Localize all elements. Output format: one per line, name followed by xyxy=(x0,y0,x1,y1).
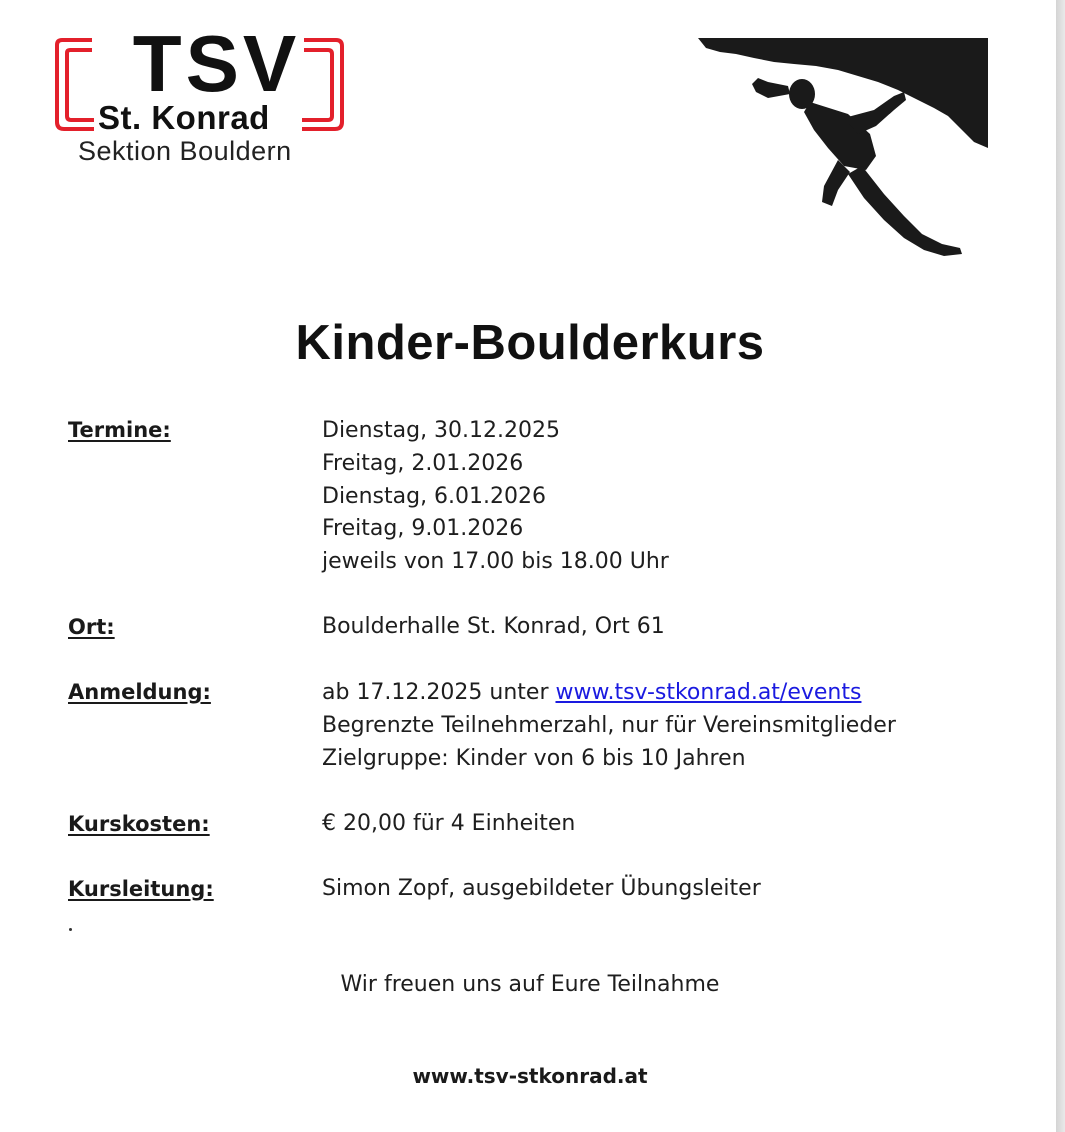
label-kurskosten: Kurskosten: xyxy=(68,812,210,836)
closing-text: Wir freuen uns auf Eure Teilnahme xyxy=(340,972,720,997)
stray-dot xyxy=(69,928,72,931)
termine-time-line: jeweils von 17.00 bis 18.00 Uhr xyxy=(322,549,669,575)
leitung-line: Simon Zopf, ausgebildeter Übungsleiter xyxy=(322,876,761,901)
kosten-line: € 20,00 für 4 Einheiten xyxy=(322,811,576,836)
label-anmeldung: Anmeldung: xyxy=(68,680,211,704)
label-kursleitung: Kursleitung: xyxy=(68,877,214,901)
ort-value xyxy=(322,611,665,644)
termine-line: Dienstag, 6.01.2026 xyxy=(322,483,547,509)
anmeldung-line xyxy=(322,677,896,710)
events-link[interactable]: www.tsv-stkonrad.at/events xyxy=(555,680,862,705)
climber-silhouette-icon xyxy=(698,38,988,260)
anmeldung-line: Zielgruppe: Kinder von 6 bis 10 Jahren xyxy=(322,745,746,771)
anmeldung-prefix: ab 17.12.2025 unter xyxy=(322,680,556,705)
termine-list xyxy=(322,415,669,579)
page-edge xyxy=(1056,0,1065,1132)
termine-line: Dienstag, 30.12.2025 xyxy=(322,418,561,443)
logo-st-konrad: St. Konrad xyxy=(98,99,270,136)
termine-line: Freitag, 2.01.2026 xyxy=(322,450,524,476)
anmeldung-block xyxy=(322,677,896,775)
tsv-logo xyxy=(54,19,354,174)
logo-section: Sektion Bouldern xyxy=(78,136,292,166)
footer-url: www.tsv-stkonrad.at xyxy=(412,1064,648,1088)
page-title: Kinder-Boulderkurs xyxy=(295,316,765,370)
leitung-value xyxy=(322,873,761,906)
logo-tsv: TSV xyxy=(132,19,301,108)
label-ort: Ort: xyxy=(68,615,115,639)
label-termine: Termine: xyxy=(68,418,171,442)
termine-line: Freitag, 9.01.2026 xyxy=(322,516,524,542)
anmeldung-line: Begrenzte Teilnehmerzahl, nur für Vereinsmitglieder xyxy=(322,712,896,738)
ort-line: Boulderhalle St. Konrad, Ort 61 xyxy=(322,614,665,639)
kosten-value xyxy=(322,808,575,841)
